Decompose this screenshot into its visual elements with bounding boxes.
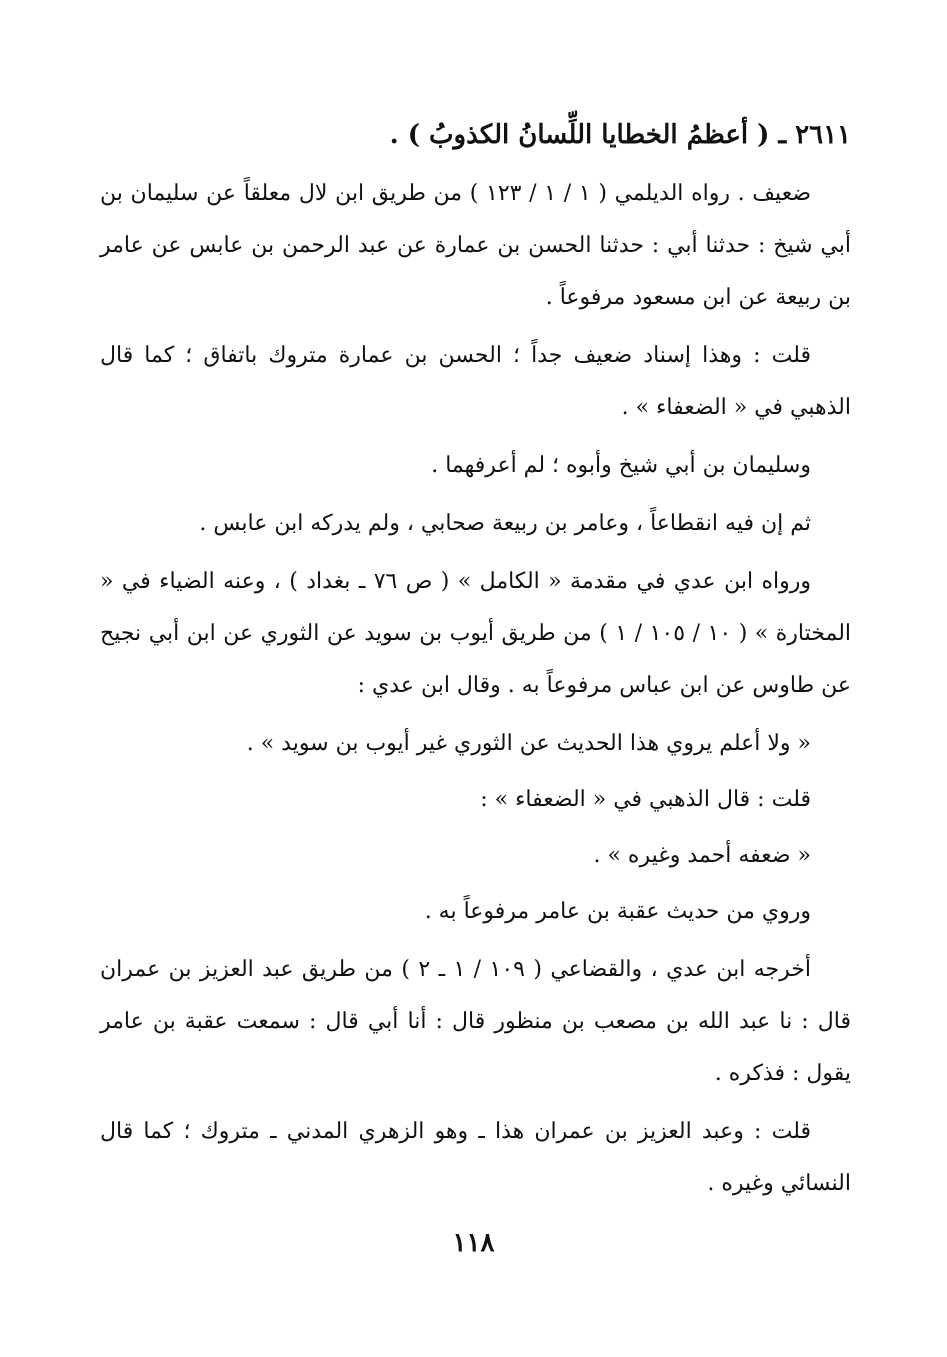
quote-ibn-adi: « ولا أعلم يروي هذا الحديث عن الثوري غير أيوب بن سويد » . xyxy=(246,731,811,756)
paragraph-1: ضعيف . رواه الديلمي ( ١ / ١ / ١٢٣ ) من طريق ابن لال معلقاً عن سليمان بن أبي شيخ : حدثنا أبي : حدثنا الحسن بن عمارة عن عبد الرحمن بن عابس عن عامر بن ربيعة عن ابن مسعود مرفوعاً . xyxy=(100,181,851,310)
page-body xyxy=(100,112,851,1216)
paragraph-6: قلت : قال الذهبي في « الضعفاء » : xyxy=(480,787,811,812)
paragraph-8: أخرجه ابن عدي ، والقضاعي ( ١٠٩ / ١ ـ ٢ ) من طريق عبد العزيز بن عمران قال : نا عبد الله بن مصعب بن منظور قال : أنا أبي قال : سمعت عقبة بن عامر يقول : فذكره . xyxy=(100,957,851,1086)
paragraph-7: وروي من حديث عقبة بن عامر مرفوعاً به . xyxy=(424,899,811,924)
paragraph-4: ثم إن فيه انقطاعاً ، وعامر بن ربيعة صحابي ، ولم يدركه ابن عابس . xyxy=(199,511,811,536)
quote-dhahabi: « ضعفه أحمد وغيره » . xyxy=(593,843,811,868)
page-number: ١١٨ xyxy=(452,1228,495,1258)
paragraph-9: قلت : وعبد العزيز بن عمران هذا ـ وهو الزهري المدني ـ متروك ؛ كما قال النسائي وغيره . xyxy=(100,1119,851,1196)
paragraph-3: وسليمان بن أبي شيخ وأبوه ؛ لم أعرفهما . xyxy=(431,453,811,478)
paragraph-5: ورواه ابن عدي في مقدمة « الكامل » ( ص ٧٦ ـ بغداد ) ، وعنه الضياء في « المختارة » ( ١٠ / ١٠٥ / ١ ) من طريق أيوب بن سويد عن الثوري عن ابن أبي نجيح عن طاوس عن ابن عباس مرفوعاً به . وقال ابن عدي : xyxy=(100,569,852,698)
hadith-heading: ٢٦١١ ـ ( أعظمُ الخطايا اللِّسانُ الكذوبُ ) . xyxy=(389,120,851,150)
paragraph-2: قلت : وهذا إسناد ضعيف جداً ؛ الحسن بن عمارة متروك باتفاق ؛ كما قال الذهبي في « الضعفاء » . xyxy=(100,343,851,420)
